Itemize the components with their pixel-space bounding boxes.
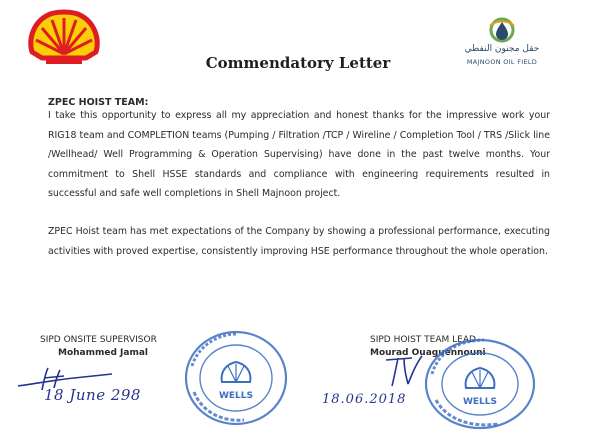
stamp-left-label: WELLS	[218, 391, 254, 401]
signer-name: Mohammed Jamal	[58, 348, 149, 358]
signature-block-left	[40, 334, 157, 359]
majnoon-arabic-name: حقل مجنون النفطي	[464, 44, 540, 54]
stamp-right	[418, 334, 538, 434]
addressee: ZPEC HOIST TEAM:	[48, 97, 149, 108]
signer-role: SIPD ONSITE SUPERVISOR	[40, 335, 157, 345]
stamp-left	[178, 326, 290, 430]
signer-name: Mourad Ouaguennouni	[370, 348, 486, 358]
letter-title: Commendatory Letter	[205, 54, 391, 72]
body-paragraph-2: ZPEC Hoist team has met expectations of the Company by showing a professional performance, executing activities with proved expertise, consistently improving HSE performance throughout the whole operation.	[48, 226, 550, 257]
handwritten-date-right: 18.06.2018	[322, 392, 407, 407]
majnoon-english-name: MAJNOON OIL FIELD	[466, 58, 538, 66]
majnoon-drop-icon	[454, 16, 550, 46]
handwritten-date-left: 18 June 298	[44, 386, 141, 404]
signer-role: SIPD HOIST TEAM LEAD	[370, 335, 476, 345]
stamp-right-label: WELLS	[462, 397, 498, 407]
body-paragraph-1: I take this opportunity to express all my appreciation and honest thanks for the impressive work your RIG18 team and COMPLETION teams (Pumping / Filtration /TCP / Wireline / Completion Tool / TRS /Slick line /Wellhead/ Well Programming & Operation Supervising) have done in the past twelve months. Your commitment to Shell HSSE standards and compliance with engineering requirements resulted in successful and safe well completions in Shell Majnoon project.	[48, 110, 550, 200]
